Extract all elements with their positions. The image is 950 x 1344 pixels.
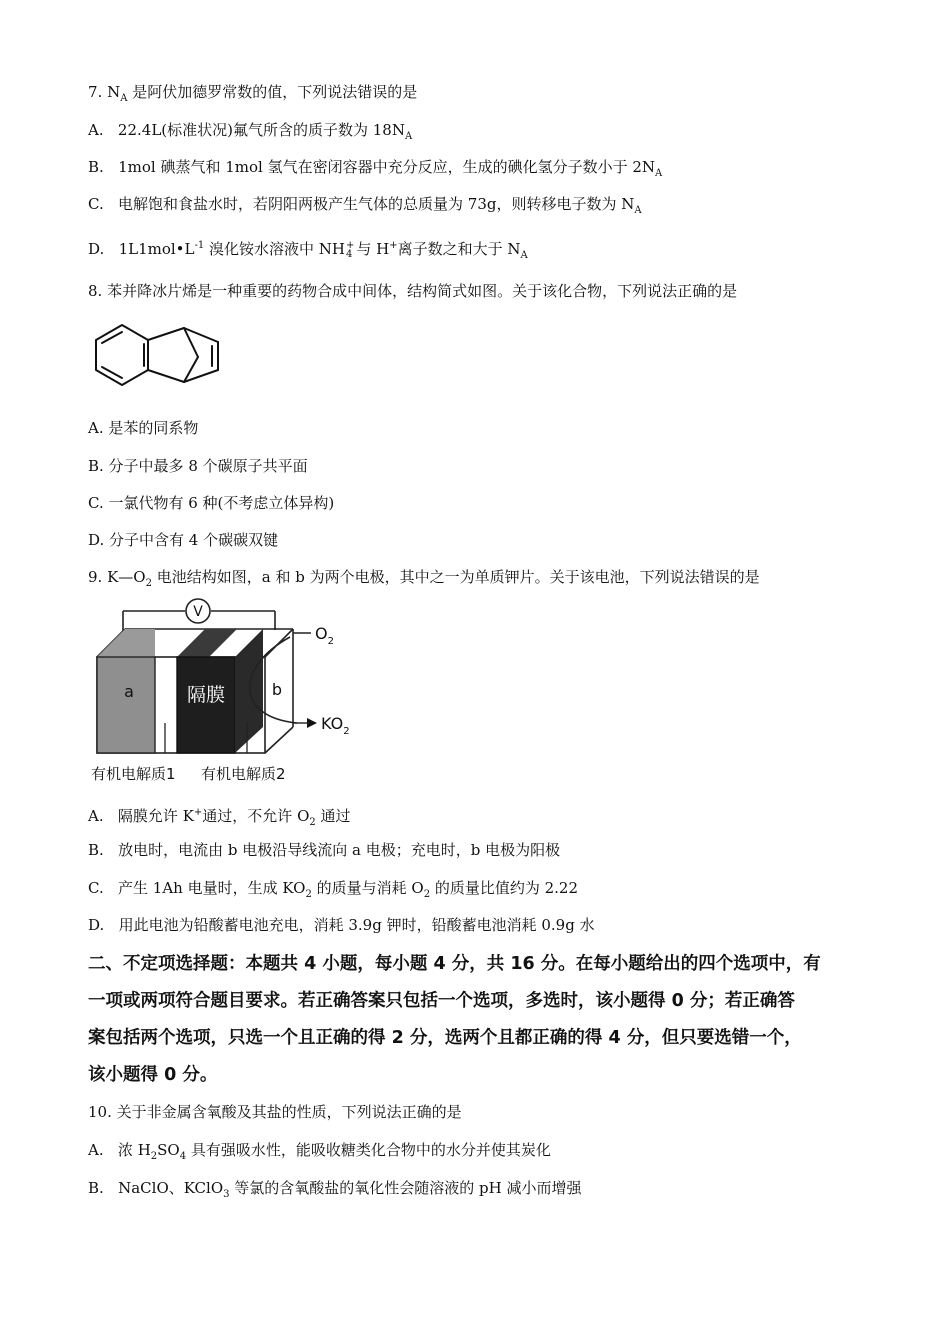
ko2-label: KO: [321, 714, 344, 733]
voltmeter-label: V: [193, 604, 203, 620]
q7-option-c: C. 电解饱和食盐水时，若阴阳两极产生气体的总质量为 73g，则转移电子数为 $N_A$: [88, 195, 642, 216]
electrode-a-label: a: [124, 682, 134, 701]
q9-option-b: B. 放电时，电流由 b 电极沿导线流向 a 电极；充电时，b 电极为阳极: [88, 841, 561, 859]
section2-line-2: 一项或两项符合题目要求。若正确答案只包括一个选项，多选时，该小题得 0 分；若正确答: [88, 991, 795, 1011]
q8-option-d: D. 分子中含有 4 个碳碳双键: [88, 531, 279, 549]
q9-option-d: D. 用此电池为铅酸蓄电池充电，消耗 3.9g 钾时，铅酸蓄电池消耗 0.9g 水: [88, 916, 595, 934]
q7-option-a: A. 22.4L(标准状况)氟气所含的质子数为 $18N_A$: [88, 121, 413, 142]
q10-stem: 10. 关于非金属含氧酸及其盐的性质，下列说法正确的是: [88, 1103, 462, 1121]
q7-stem: 7. $N_A$ 是阿伏加德罗常数的值，下列说法错误的是: [88, 83, 418, 104]
q8-option-c: C. 一氯代物有 6 种(不考虑立体异构): [88, 494, 335, 512]
section2-line-3: 案包括两个选项，只选一个且正确的得 2 分，选两个且都正确的得 4 分，但只要选错一个，: [88, 1028, 802, 1048]
o2-label: O: [315, 624, 328, 643]
svg-text:KO2: $KO_2$: [321, 714, 350, 737]
benzonorbornadiene-structure: [86, 320, 236, 395]
k-o2-battery-diagram: [85, 597, 355, 792]
q8-option-b: B. 分子中最多 8 个碳原子共平面: [88, 457, 308, 475]
q8-stem: 8. 苯并降冰片烯是一种重要的药物合成中间体，结构简式如图。关于该化合物，下列说法正确的是: [88, 282, 738, 300]
q10-option-b: B. NaClO、KClO$_3$ 等氯的含氧酸盐的氧化性会随溶液的 pH 减小而增强: [88, 1179, 582, 1200]
svg-text:O2: $O_2$: [315, 624, 334, 647]
q8-option-a: A. 是苯的同系物: [88, 419, 199, 437]
q9-option-c: C. 产生 1Ah 电量时，生成 $KO_2$ 的质量与消耗 $O_2$ 的质量比值约为 2.22: [88, 879, 579, 900]
section2-line-4: 该小题得 0 分。: [88, 1065, 218, 1085]
electrode-b-label: b: [271, 680, 283, 699]
electrolyte-1-label: 有机电解质1: [91, 765, 176, 783]
q7-option-b: B. 1mol 碘蒸气和 1mol 氢气在密闭容器中充分反应，生成的碘化氢分子数小于 $2N_A$: [88, 158, 663, 179]
q7-option-d: D. $1L1mol•L^{-1}$ 溴化铵水溶液中 NH + 4 与 H+离子数之和大于 $N_A$: [88, 240, 528, 261]
section2-line-1: 二、不定项选择题：本题共 4 小题，每小题 4 分，共 16 分。在每小题给出的四个选项中，有: [88, 954, 821, 974]
q9-stem: 9. $K—O_2$ 电池结构如图，a 和 b 为两个电极，其中之一为单质钾片。关于该电池，下列说法错误的是: [88, 568, 760, 589]
membrane-label: 隔膜: [186, 684, 226, 706]
q10-option-a: A. 浓 $H_2SO_4$ 具有强吸水性，能吸收糖类化合物中的水分并使其炭化: [88, 1141, 551, 1162]
electrolyte-2-label: 有机电解质2: [201, 765, 286, 783]
q9-option-a: A. 隔膜允许 K+通过，不允许 $O_2$ 通过: [88, 807, 351, 828]
